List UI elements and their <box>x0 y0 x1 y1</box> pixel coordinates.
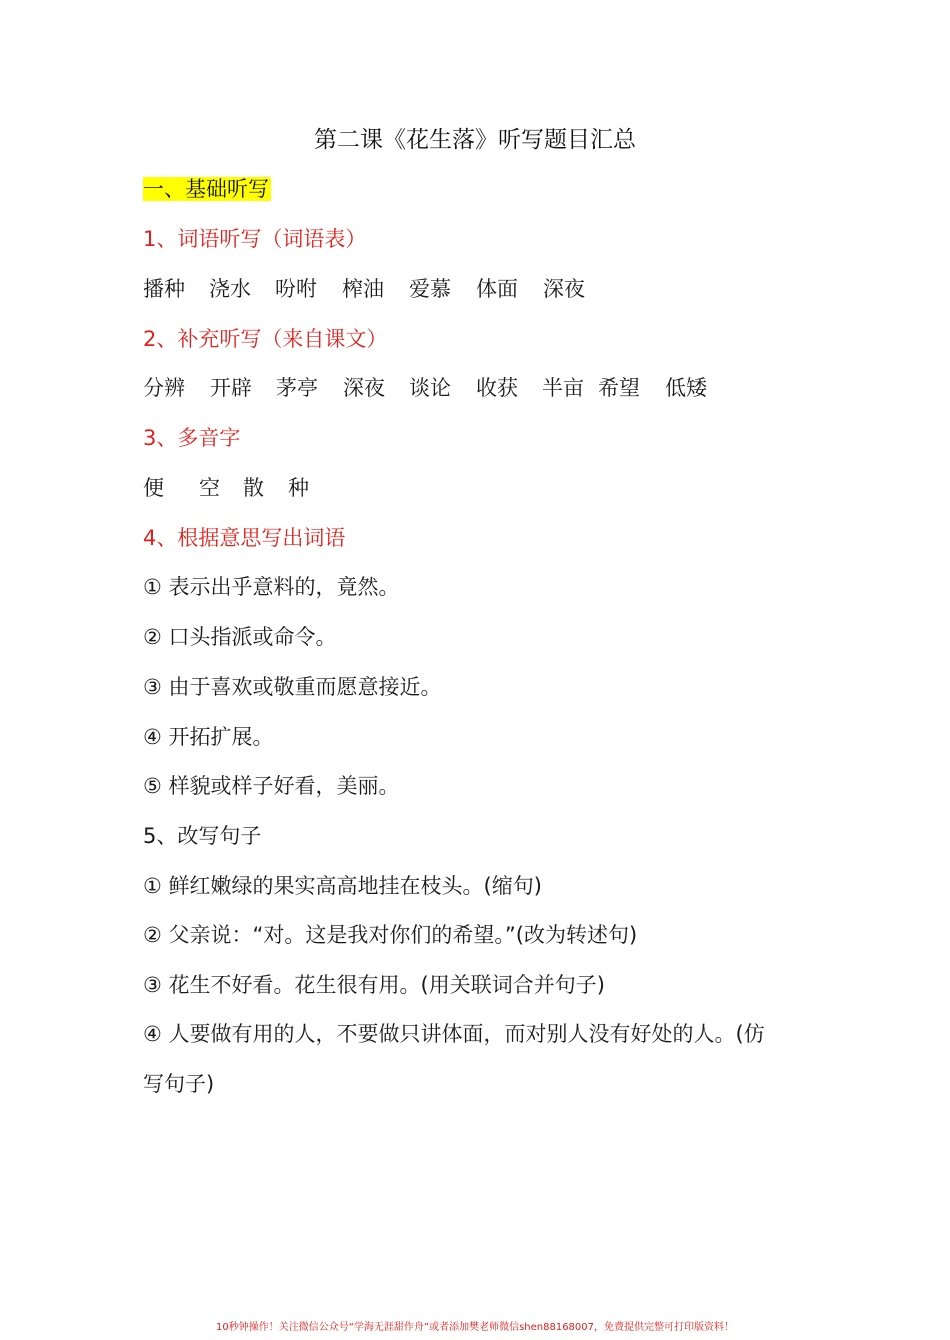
word-item: 榨油 <box>342 277 384 301</box>
word-item: 深夜 <box>343 376 385 400</box>
q3-char-list <box>143 472 309 504</box>
word-item: 收获 <box>476 376 518 400</box>
q4-item: ⑤ 样貌或样子好看，美丽。 <box>143 774 400 798</box>
q2-heading: 2、补充听写（来自课文） <box>143 327 388 351</box>
q4-item: ④ 开拓扩展。 <box>143 725 274 749</box>
word-item: 播种 <box>143 277 185 301</box>
word-item: 体面 <box>476 277 518 301</box>
q5-item: ③ 花生不好看。花生很有用。(用关联词合并句子) <box>143 973 605 997</box>
word-item: 开辟 <box>210 376 252 400</box>
footer-promo-text: 10秒钟操作！关注微信公众号“学海无涯甜作舟”或者添加樊老师微信shen88168007，免费提供完整可打印版资料！ <box>215 1322 735 1333</box>
q4-item: ① 表示出乎意料的，竟然。 <box>143 575 400 599</box>
q4-item: ② 口头指派或命令。 <box>143 625 337 649</box>
word-item: 茅亭 <box>276 376 318 400</box>
word-item: 爱慕 <box>409 277 451 301</box>
char-item: 散 <box>243 476 264 500</box>
word-item: 低矮 <box>665 376 707 400</box>
q5-item: ④ 人要做有用的人，不要做只讲体面，而对别人没有好处的人。(仿 <box>143 1022 765 1046</box>
section-heading-basic <box>143 173 271 205</box>
word-item: 分辨 <box>143 376 185 400</box>
word-item: 希望 <box>598 376 640 400</box>
q5-heading: 5、改写句子 <box>143 824 262 848</box>
q1-word-list <box>143 273 585 305</box>
q5-item-continuation: 写句子) <box>143 1072 215 1096</box>
q3-heading: 3、多音字 <box>143 426 241 450</box>
page-title: 第二课《花生落》听写题目汇总 <box>314 127 636 153</box>
word-item: 吩咐 <box>275 277 317 301</box>
q4-heading: 4、根据意思写出词语 <box>143 526 346 550</box>
q2-word-list <box>143 372 707 404</box>
q5-item: ① 鲜红嫩绿的果实高高地挂在枝头。(缩句) <box>143 874 542 898</box>
word-item: 深夜 <box>543 277 585 301</box>
section-heading-highlight: 一、基础听写 <box>143 177 269 201</box>
q1-heading: 1、词语听写（词语表） <box>143 227 367 251</box>
word-item: 谈论 <box>409 376 451 400</box>
q5-item: ② 父亲说：“对。这是我对你们的希望。”(改为转述句) <box>143 923 638 947</box>
char-item: 空 <box>199 476 220 500</box>
q4-item: ③ 由于喜欢或敬重而愿意接近。 <box>143 675 442 699</box>
char-item: 种 <box>288 476 309 500</box>
word-item: 半亩 <box>542 376 584 400</box>
word-item: 浇水 <box>209 277 251 301</box>
char-item: 便 <box>143 476 164 500</box>
